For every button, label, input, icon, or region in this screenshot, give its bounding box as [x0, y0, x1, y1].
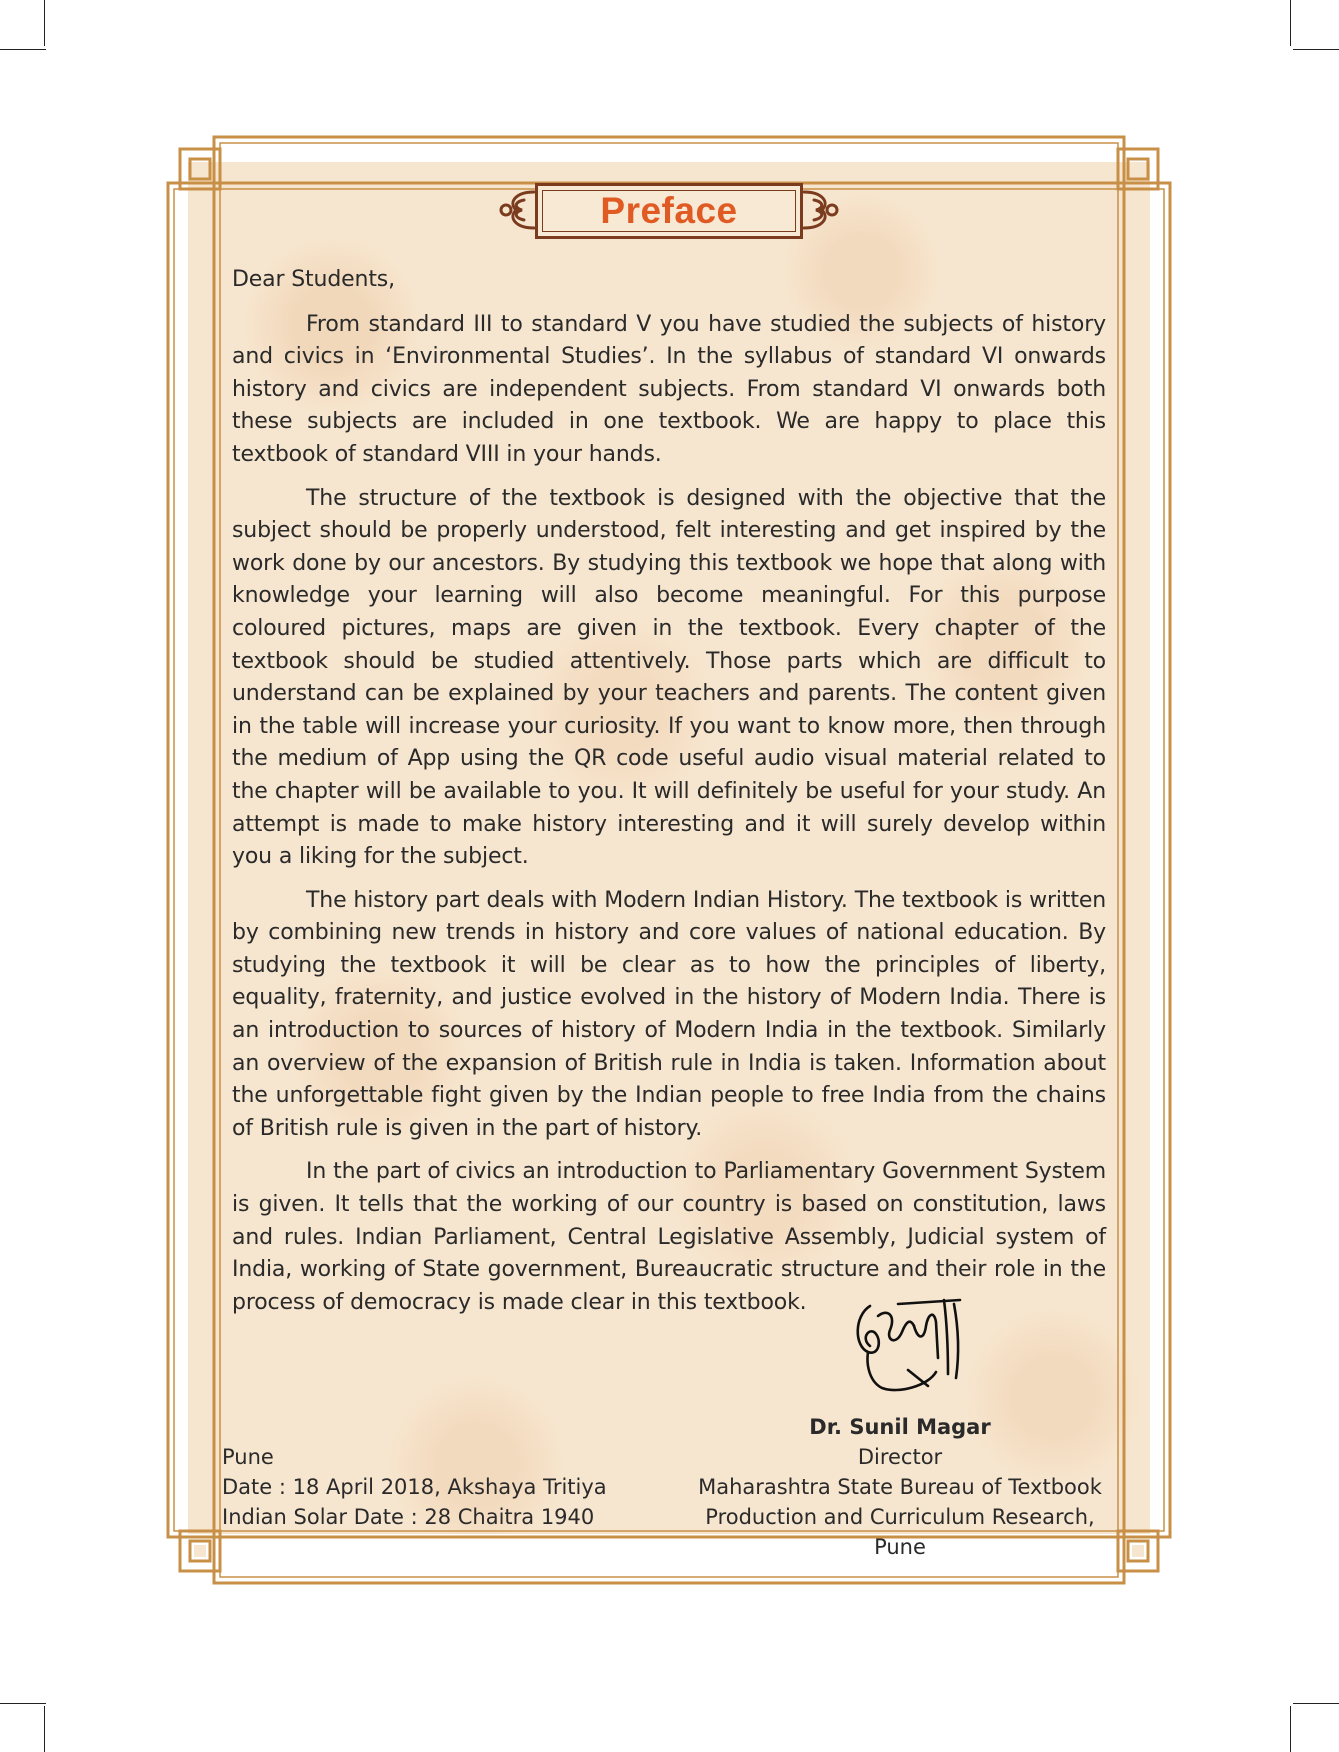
title-box: [535, 183, 803, 239]
place: Pune: [222, 1445, 274, 1469]
paragraph: From standard III to standard V you have studied the subjects of history and civics in ‘Environmental Studies’. In the syllabus of standard VI onwards history and civics are independent subjects. From standard VI onwards both these subjects are included in one textbook. We are happy to place this textbook of standard VIII in your hands.: [232, 311, 1106, 467]
greeting: Dear Students,: [232, 267, 395, 292]
signatory-org-line2: Production and Curriculum Research, Pune: [705, 1505, 1095, 1559]
signatory-org-line1: Maharashtra State Bureau of Textbook: [698, 1475, 1102, 1499]
paragraph: The history part deals with Modern Indian History. The textbook is written by combining new trends in history and core values of national education. By studying the textbook it will be clear as to how the principles of liberty, equality, fraternity, and justice evolved in the history of Modern India. There is an introduction to sources of history of Modern India in the textbook. Similarly an overview of the expansion of British rule in India is taken. Information about the unforgettable fight given by the Indian people to free India from the chains of British rule is given in the part of history.: [232, 887, 1106, 1141]
signatory-block: [680, 1412, 1120, 1562]
signatory-name: Dr. Sunil Magar: [809, 1415, 991, 1439]
signatory-designation: Director: [857, 1445, 943, 1469]
paragraph: The structure of the textbook is designed with the objective that the subject should be properly understood, felt interesting and get inspired by the work done by our ancestors. By studying this textbook we hope that along with knowledge your learning will also become meaningful. For this purpose coloured pictures, maps are given in the textbook. Every chapter of the textbook should be studied attentively. Those parts which are difficult to understand can be explained by your teachers and parents. The content given in the table will increase your curiosity. If you want to know more, then through the medium of App using the QR code useful audio visual material related to the chapter will be available to you. It will definitely be useful for your study. An attempt is made to make history interesting and it will surely develop within you a liking for the subject.: [232, 485, 1106, 870]
preface-body: [232, 264, 1106, 1330]
title-scroll-ornament-right: [798, 184, 844, 236]
paragraph: In the part of civics an introduction to Parliamentary Government System is given. It tells that the working of our country is based on constitution, laws and rules. Indian Parliament, Central Legislative Assembly, Judicial system of India, working of State government, Bureaucratic structure and their role in the process of democracy is made clear in this textbook.: [232, 1159, 1106, 1315]
solar-date: Indian Solar Date : 28 Chaitra 1940: [222, 1505, 595, 1529]
title-scroll-ornament-left: [494, 184, 540, 236]
date: Date : 18 April 2018, Akshaya Tritiya: [222, 1475, 607, 1499]
place-date-block: [222, 1442, 662, 1532]
signature: [848, 1286, 968, 1396]
page-title: Preface: [600, 190, 738, 231]
